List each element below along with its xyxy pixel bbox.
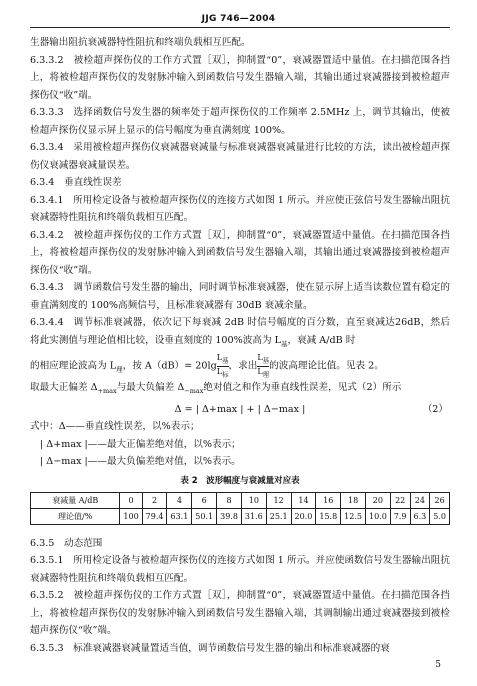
text-fragment: 绝对值之和作为垂直线性误差，见式（2）所示 — [203, 382, 402, 394]
text-fragment: 取最大正偏差 Δ — [30, 382, 98, 394]
section-heading-6-3-4: 6.3.4 垂直线性误差 — [30, 177, 122, 188]
table-cell: 25.1 — [266, 508, 291, 524]
table-cell: 20 — [365, 492, 390, 508]
table-cell: 6.3 — [410, 508, 430, 524]
waveform-attenuation-table — [30, 492, 450, 525]
table-cell: 10 — [241, 492, 266, 508]
table-cell: 100 — [120, 508, 142, 524]
paragraph-6-3-5-3: 6.3.5.3 标准衰减器衰减量置适当值，调节函数信号发生器的输出和标准衰减器的衰 — [30, 642, 390, 654]
sub-li: 理 — [116, 365, 123, 374]
definition: 式中：Δ——垂直线性误差，以%表示； — [30, 421, 200, 432]
frac-num: $L_基$ — [257, 352, 270, 365]
table-cell: 6 — [192, 492, 217, 508]
paragraph-6-3-3-2: 6.3.3.2 被检超声探伤仪的工作方式置［双］，抑制置“0”，衰减器置适中量值。在扫描范围各挡上，将被检超声探伤仪的发射脉冲输入到函数信号发生器输入端，其输出通过衰减器接到被检超声探伤仪“收”端。 — [30, 54, 450, 101]
text-fragment: ，求出 — [228, 360, 258, 372]
table-row — [31, 492, 450, 508]
document-body — [30, 34, 450, 657]
table-cell: 26 — [430, 492, 450, 508]
row-label: 衰减量 A/dB — [31, 492, 120, 508]
table-caption: 表 2 波形幅度与衰减量对应表 — [180, 475, 300, 486]
table-cell: 4 — [167, 492, 192, 508]
header-rule — [30, 27, 450, 28]
paragraph-6-3-3-3: 6.3.3.3 选择函数信号发生器的频率处于超声探伤仪的工作频率 2.5MHz 上，调节其输出，使被检超声探伤仪显示屏上显示的信号幅度为垂直满刻度 100%。 — [30, 107, 450, 136]
formula-number: （2） — [422, 403, 448, 415]
fraction — [257, 353, 269, 379]
paragraph: 生器输出阻抗衰减器特性阻抗和终端负载相互匹配。 — [30, 37, 251, 48]
table-cell: 2 — [142, 492, 167, 508]
formula-text: Δ = | Δ+max | + | Δ−max | — [174, 403, 306, 415]
definition: | Δ−max |——最大负偏差绝对值，以%表示。 — [40, 456, 241, 467]
table-cell: 31.6 — [241, 508, 266, 524]
paragraph-6-3-4-1: 6.3.4.1 所用检定设备与被检超声探伤仪的连接方式如图 1 所示。并应使正弦信号发生器输出阻抗衰减器特性阻抗和终端负载相互匹配。 — [30, 194, 450, 223]
table-cell: 22 — [390, 492, 410, 508]
paragraph-6-3-4-3: 6.3.4.3 调节函数信号发生器的输出，同时调节标准衰减器，使在显示屏上适当读数位置有稳定的垂直满刻度的 100%高频信号，且标准衰减器有 30dB 衰减余量。 — [30, 282, 450, 311]
spacer — [30, 525, 450, 535]
table-cell: 79.4 — [142, 508, 167, 524]
page-number: 5 — [435, 660, 441, 670]
paragraph-6-3-3-4: 6.3.3.4 采用被检超声探伤仪衰减器衰减量与标准衰减器衰减量进行比较的方法，读出被检超声探伤仪衰减器衰减量误差。 — [30, 142, 450, 171]
page-header: JJG 746—2004 — [201, 14, 276, 24]
p6344-text: 6.3.4.4 调节标准衰减器，依次记下每衰减 2dB 时信号幅度的百分数，直至衰减达26dB，然后将此实测值与理论值相比较，设垂直刻度的 100%波高为 L — [30, 317, 450, 346]
table-cell: 24 — [410, 492, 430, 508]
sub-jin: 基 — [280, 339, 288, 348]
frac-den: $L_标$ — [216, 366, 229, 379]
section-heading-6-3-5: 6.3.5 动态范围 — [30, 537, 103, 549]
table-cell: 16 — [316, 492, 341, 508]
sub: −max — [184, 387, 204, 395]
text-fragment: 与最大负偏差 Δ — [116, 382, 185, 394]
table-cell: 10.0 — [365, 508, 390, 524]
sub: 标 — [222, 370, 229, 379]
sub: 基 — [262, 356, 270, 365]
table-cell: 7.9 — [390, 508, 410, 524]
paragraph-6-3-4-4-cont — [30, 353, 450, 379]
paragraph-6-3-4-4 — [30, 314, 450, 353]
text-fragment: 的相应理论波高为 L — [30, 360, 117, 372]
table-cell: 15.8 — [316, 508, 341, 524]
paragraph-6-3-4-2: 6.3.4.2 被检超声探伤仪的工作方式置［双］，抑制置“0”，衰减器置适中量值。在扫描范围各挡上，将被检超声探伤仪的发射脉冲输入到函数信号发生器输入端，其输出通过衰减器接到被检超声探伤仪“收”端。 — [30, 229, 450, 276]
sub: +max — [97, 387, 117, 395]
text-fragment: 的波高理论比值。见表 2。 — [269, 360, 384, 372]
sub: 理 — [262, 370, 270, 379]
paragraph-6-3-5-2: 6.3.5.2 被检超声探伤仪的工作方式置［双］，抑制置“0”，衰减器置适中量值。在扫描范围各挡上，将被检超声探伤仪的发射脉冲输入到函数信号发生器输入端，其调制输出通过衰减器接到被检超声探伤仪“收”端。 — [30, 590, 450, 636]
frac-den: $L_理$ — [257, 366, 270, 379]
table-cell: 14 — [291, 492, 316, 508]
fraction — [217, 353, 229, 379]
table-cell: 20.0 — [291, 508, 316, 524]
formula-2 — [30, 401, 450, 419]
max-deviation-paragraph — [30, 379, 450, 400]
text-fragment: ，按 A（dB）= 20lg — [122, 360, 217, 372]
paragraph-6-3-5-1: 6.3.5.1 所用检定设备与被检超声探伤仪的连接方式如图 1 所示。并应使函数信号发生器输出阻抗衰减器特性阻抗和终端负载相互匹配。 — [30, 555, 450, 584]
table-cell: 63.1 — [167, 508, 192, 524]
table-cell: 5.0 — [430, 508, 450, 524]
sub: 基 — [222, 356, 229, 365]
table-cell: 50.1 — [192, 508, 217, 524]
table-row — [31, 508, 450, 524]
table-cell: 12 — [266, 492, 291, 508]
table-cell: 12.5 — [341, 508, 366, 524]
table-cell: 8 — [217, 492, 242, 508]
table-cell: 0 — [120, 492, 142, 508]
row-label: 理论值/% — [31, 508, 120, 524]
frac-num: $L_基$ — [216, 352, 229, 365]
p6344-tail: ，衰减 A/dB 时 — [287, 334, 356, 346]
table-cell: 39.8 — [217, 508, 242, 524]
definition: | Δ+max |——最大正偏差绝对值，以%表示； — [40, 438, 241, 450]
table-cell: 18 — [341, 492, 366, 508]
